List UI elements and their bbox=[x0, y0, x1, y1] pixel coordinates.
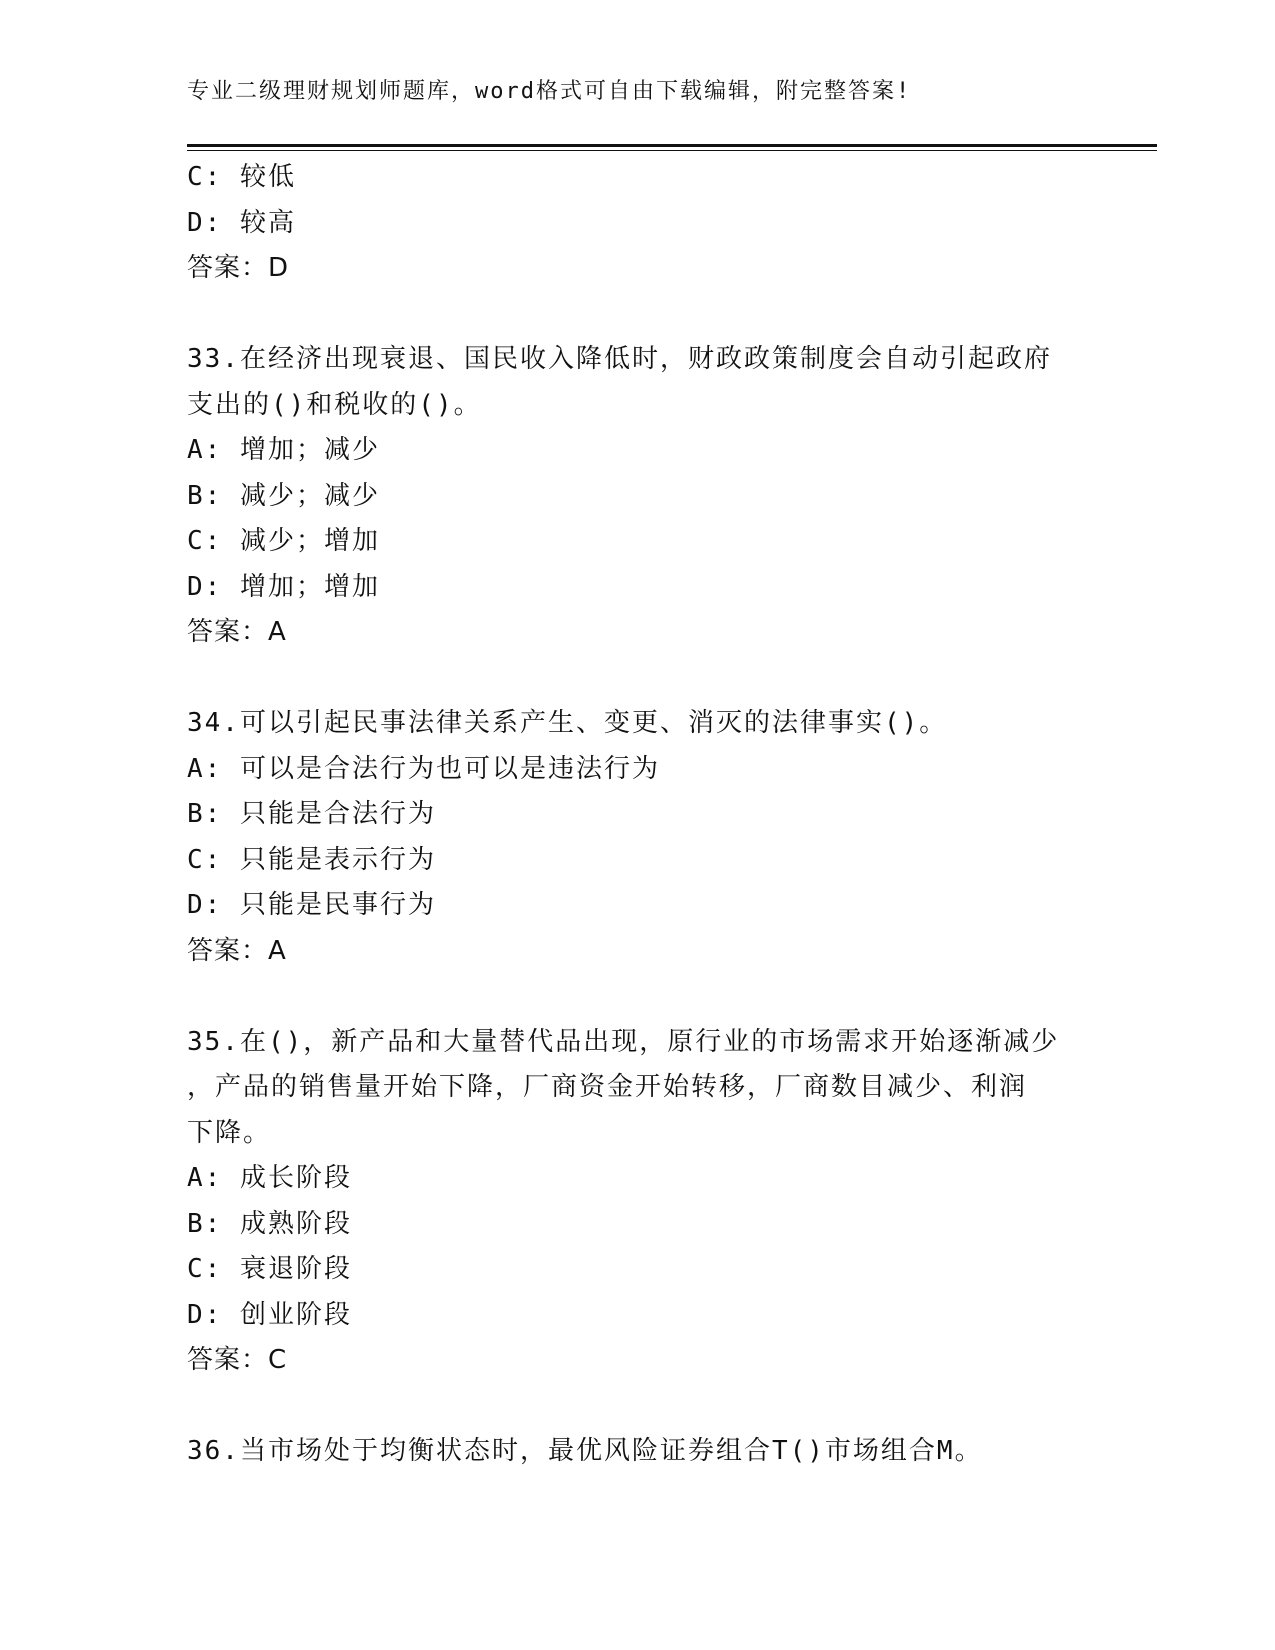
question-36 bbox=[187, 1429, 1087, 1475]
question-34 bbox=[187, 701, 1087, 974]
option-d: D: 增加；增加 bbox=[187, 571, 380, 602]
option-d: D: 较高 bbox=[187, 207, 296, 238]
question-text-line: 35.在()，新产品和大量替代品出现，原行业的市场需求开始逐渐减少 bbox=[187, 1026, 1060, 1057]
option-c: C: 衰退阶段 bbox=[187, 1254, 352, 1284]
spacer bbox=[187, 292, 1087, 338]
option-a: A: 增加；减少 bbox=[187, 435, 380, 465]
answer-line: 答案：D bbox=[187, 253, 290, 283]
option-d: D: 只能是民事行为 bbox=[187, 890, 436, 920]
answer-line: 答案：A bbox=[187, 617, 287, 647]
question-35 bbox=[187, 1020, 1087, 1384]
option-c: C: 减少；增加 bbox=[187, 526, 380, 556]
spacer bbox=[187, 656, 1087, 702]
answer-line: 答案：A bbox=[187, 935, 287, 966]
option-b: B: 成熟阶段 bbox=[187, 1208, 352, 1239]
header-rule-thick bbox=[187, 144, 1157, 147]
question-text-line: 33.在经济出现衰退、国民收入降低时，财政政策制度会自动引起政府 bbox=[187, 344, 1052, 374]
option-a: A: 可以是合法行为也可以是违法行为 bbox=[187, 753, 660, 784]
question-33 bbox=[187, 337, 1087, 656]
spacer bbox=[187, 1384, 1087, 1430]
question-text-line: ，产品的销售量开始下降，厂商资金开始转移，厂商数目减少、利润 bbox=[187, 1072, 1028, 1102]
option-b: B: 减少；减少 bbox=[187, 480, 380, 511]
question-text-line: 下降。 bbox=[187, 1117, 272, 1148]
header-rule-thin bbox=[187, 150, 1157, 151]
document-body bbox=[187, 155, 1087, 1475]
page-header: 专业二级理财规划师题库，word格式可自由下载编辑，附完整答案! bbox=[187, 79, 912, 104]
question-text-line: 34.可以引起民事法律关系产生、变更、消灭的法律事实()。 bbox=[187, 708, 948, 738]
spacer bbox=[187, 974, 1087, 1020]
option-a: A: 成长阶段 bbox=[187, 1163, 352, 1193]
option-b: B: 只能是合法行为 bbox=[187, 799, 436, 829]
prev-question-block bbox=[187, 155, 1087, 292]
option-c: C: 较低 bbox=[187, 162, 296, 192]
question-text-line: 支出的()和税收的()。 bbox=[187, 389, 482, 420]
answer-line: 答案：C bbox=[187, 1345, 288, 1375]
option-d: D: 创业阶段 bbox=[187, 1299, 352, 1330]
question-text-line: 36.当市场处于均衡状态时，最优风险证券组合T()市场组合M。 bbox=[187, 1436, 983, 1466]
option-c: C: 只能是表示行为 bbox=[187, 844, 436, 875]
